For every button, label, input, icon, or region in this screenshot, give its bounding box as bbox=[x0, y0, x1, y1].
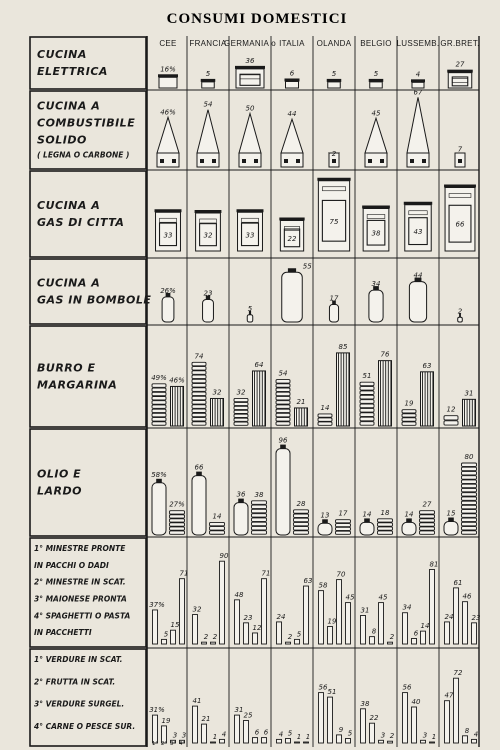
data-label: 34 bbox=[402, 603, 412, 612]
gas-bottle-icon bbox=[329, 301, 338, 322]
data-label: 32 bbox=[192, 605, 202, 614]
vegetable-can-bar bbox=[445, 701, 450, 743]
country-header: BELGIO bbox=[360, 39, 392, 48]
coal-stove-icon bbox=[455, 153, 465, 167]
pasta-bar bbox=[388, 642, 393, 644]
frozen-vegetable-bar bbox=[211, 742, 216, 743]
data-label: 12 bbox=[446, 405, 456, 414]
row-label: SOLIDO bbox=[37, 133, 87, 147]
electric-stove-icon bbox=[285, 78, 300, 88]
data-label: 1 bbox=[431, 733, 437, 742]
data-label: 28 bbox=[296, 499, 306, 508]
butter-stack bbox=[444, 416, 458, 425]
data-label: 96 bbox=[278, 436, 288, 445]
data-label: 5 bbox=[373, 69, 379, 78]
data-label: 63 bbox=[303, 577, 313, 586]
data-label: 24 bbox=[276, 612, 286, 621]
frozen-meat-bar bbox=[346, 739, 351, 744]
butter-stack bbox=[276, 380, 290, 426]
butter-stack bbox=[152, 384, 166, 425]
gas-stove-icon bbox=[362, 206, 390, 252]
frozen-vegetable-bar bbox=[463, 736, 468, 743]
data-label: 19 bbox=[161, 716, 171, 725]
data-label: 2 bbox=[287, 633, 293, 642]
data-label: 6 bbox=[289, 69, 295, 78]
frozen-meat-bar bbox=[304, 742, 309, 743]
coal-stove-icon bbox=[365, 118, 387, 167]
frozen-meat-bar bbox=[430, 742, 435, 743]
series-tick-label: 4° bbox=[178, 741, 186, 747]
oil-bottle bbox=[152, 479, 166, 535]
country-header: GERMANIA o bbox=[224, 39, 276, 48]
pasta-bar bbox=[220, 561, 225, 644]
data-label: 14 bbox=[320, 403, 330, 412]
pasta-bar bbox=[430, 569, 435, 644]
data-label: 17 bbox=[329, 294, 339, 303]
data-label: 46 bbox=[462, 592, 472, 601]
data-label: 15 bbox=[170, 621, 180, 630]
data-label: 23 bbox=[471, 613, 481, 622]
data-label: 21 bbox=[201, 715, 211, 724]
oil-bottle bbox=[318, 519, 332, 535]
soup-packet-bar bbox=[153, 610, 158, 644]
data-label: 6 bbox=[254, 728, 260, 737]
data-label: 5 bbox=[205, 69, 211, 78]
soup-can-bar bbox=[162, 639, 167, 644]
frozen-vegetable-bar bbox=[337, 735, 342, 743]
vegetable-can-bar bbox=[361, 709, 366, 743]
row-label: CUCINA bbox=[37, 48, 87, 61]
electric-stove-icon bbox=[411, 79, 425, 88]
margarine-bar bbox=[421, 372, 434, 426]
data-label: 71 bbox=[179, 569, 189, 578]
fruit-can-bar bbox=[202, 724, 207, 743]
fruit-can-bar bbox=[454, 678, 459, 743]
data-label: 51 bbox=[327, 688, 337, 697]
data-label: 19 bbox=[404, 399, 414, 408]
butter-stack bbox=[318, 414, 332, 425]
mayonnaise-bar bbox=[295, 639, 300, 644]
data-label: 45 bbox=[371, 109, 381, 118]
data-label: 5 bbox=[287, 729, 293, 738]
data-label: 7 bbox=[457, 145, 463, 154]
frozen-meat-bar bbox=[472, 739, 477, 743]
series-tick-label: 3° bbox=[169, 741, 177, 747]
data-label: 14 bbox=[420, 622, 430, 631]
legend-entry: 2° FRUTTA IN SCAT. bbox=[34, 677, 116, 687]
gas-stove-icon bbox=[317, 178, 350, 251]
legend-entry: 3° MAIONESE PRONTA bbox=[34, 594, 127, 604]
vegetable-can-bar bbox=[235, 715, 240, 743]
soup-can-bar bbox=[244, 623, 249, 644]
frozen-vegetable-bar bbox=[379, 740, 384, 743]
data-label: 16% bbox=[160, 65, 176, 74]
legend-entry: IN PACCHETTI bbox=[34, 628, 92, 638]
butter-stack bbox=[360, 382, 374, 425]
row-sublabel: ( LEGNA O CARBONE ) bbox=[37, 150, 130, 160]
fruit-can-bar bbox=[286, 739, 291, 744]
data-label: 38 bbox=[371, 229, 381, 238]
data-label: 32 bbox=[212, 388, 222, 397]
data-label: 63 bbox=[422, 361, 432, 370]
chart-marks bbox=[149, 57, 480, 747]
fruit-can-bar bbox=[328, 697, 333, 743]
data-label: 15 bbox=[446, 509, 456, 518]
data-label: 66 bbox=[194, 463, 204, 472]
data-label: 32 bbox=[203, 231, 213, 240]
data-label: 24 bbox=[444, 612, 454, 621]
data-label: 5 bbox=[163, 630, 169, 639]
lard-stack bbox=[420, 511, 435, 535]
soup-packet-bar bbox=[319, 591, 324, 644]
row-label: BURRO E bbox=[37, 361, 96, 375]
butter-stack bbox=[402, 410, 416, 426]
data-label: 72 bbox=[453, 669, 463, 678]
row-label: ELETTRICA bbox=[37, 65, 108, 78]
fruit-can-bar bbox=[244, 721, 249, 744]
data-label: 81 bbox=[429, 560, 439, 569]
data-label: 76 bbox=[380, 350, 390, 359]
soup-can-bar bbox=[370, 637, 375, 644]
data-label: 33 bbox=[245, 231, 255, 240]
electric-stove-icon bbox=[327, 79, 342, 88]
data-label: 70 bbox=[336, 570, 346, 579]
data-label: 23 bbox=[243, 613, 253, 622]
row-label-box bbox=[30, 429, 146, 536]
coal-stove-icon bbox=[197, 110, 219, 167]
data-label: 33 bbox=[163, 231, 173, 240]
margarine-bar bbox=[379, 361, 392, 426]
oil-bottle bbox=[444, 518, 458, 536]
data-label: 51 bbox=[362, 372, 372, 381]
data-label: 12 bbox=[252, 623, 262, 632]
data-label: 46% bbox=[160, 108, 176, 117]
row-label: CUCINA A bbox=[37, 276, 101, 290]
data-label: 31 bbox=[464, 389, 474, 398]
frozen-meat-bar bbox=[388, 741, 393, 743]
data-label: 34 bbox=[371, 280, 381, 289]
soup-can-bar bbox=[454, 588, 459, 644]
country-header: GR.BRET. bbox=[440, 39, 480, 48]
data-label: 48 bbox=[234, 590, 244, 599]
lard-stack bbox=[462, 463, 477, 534]
row-label: CUCINA A bbox=[37, 99, 101, 113]
row-label: COMBUSTIBILE bbox=[37, 116, 136, 130]
data-label: 4 bbox=[415, 70, 421, 79]
mayonnaise-bar bbox=[463, 602, 468, 644]
row-label: MARGARINA bbox=[37, 378, 118, 392]
data-label: 14 bbox=[212, 512, 222, 521]
data-label: 90 bbox=[219, 552, 229, 561]
vegetable-can-bar bbox=[193, 706, 198, 743]
data-label: 2 bbox=[389, 732, 395, 741]
series-tick-label: 1° bbox=[151, 741, 159, 747]
coal-stove-icon bbox=[407, 97, 429, 167]
legend-entry: 1° VERDURE IN SCAT. bbox=[34, 655, 123, 664]
data-label: 6 bbox=[263, 728, 269, 737]
margarine-bar bbox=[295, 408, 308, 426]
data-label: 43 bbox=[413, 228, 423, 237]
data-label: 31% bbox=[149, 706, 165, 715]
oil-bottle bbox=[360, 518, 374, 535]
row-label: GAS IN BOMBOLE bbox=[37, 293, 152, 307]
lard-stack bbox=[336, 520, 351, 535]
gas-stove-icon bbox=[237, 209, 264, 251]
gas-bottle-icon bbox=[369, 286, 383, 322]
soup-packet-bar bbox=[193, 615, 198, 644]
gas-stove-icon bbox=[195, 210, 222, 251]
data-label: 44 bbox=[413, 271, 423, 280]
vegetable-can-bar bbox=[153, 715, 158, 743]
legend-entry: 4° CARNE O PESCE SUR. bbox=[34, 721, 136, 731]
electric-stove-icon bbox=[158, 74, 178, 88]
data-label: 56 bbox=[318, 683, 328, 692]
row-label-box bbox=[30, 37, 146, 89]
frozen-vegetable-bar bbox=[253, 738, 258, 743]
data-label: 50 bbox=[245, 104, 255, 113]
row-label-box bbox=[30, 326, 146, 427]
data-label: 3 bbox=[181, 731, 187, 740]
margarine-bar bbox=[337, 353, 350, 426]
lard-stack bbox=[170, 511, 185, 535]
data-label: 3 bbox=[172, 731, 178, 740]
mayonnaise-bar bbox=[253, 633, 258, 644]
data-label: 5 bbox=[247, 304, 253, 313]
data-label: 2 bbox=[203, 633, 209, 642]
data-label: 1 bbox=[305, 733, 311, 742]
data-label: 67 bbox=[413, 88, 423, 97]
fruit-can-bar bbox=[370, 723, 375, 743]
gas-bottle-icon bbox=[409, 278, 426, 322]
lard-stack bbox=[252, 501, 267, 534]
margarine-bar bbox=[171, 386, 184, 426]
data-label: 41 bbox=[192, 697, 202, 706]
country-header: CEE bbox=[159, 39, 177, 48]
data-label: 2 bbox=[389, 633, 395, 642]
coal-stove-icon bbox=[157, 117, 179, 167]
data-label: 27 bbox=[422, 500, 432, 509]
data-label: 9 bbox=[338, 725, 344, 734]
coal-stove-icon bbox=[239, 114, 261, 168]
frozen-vegetable-bar bbox=[421, 740, 426, 743]
row-label: CUCINA A bbox=[37, 199, 101, 212]
data-label: 3 bbox=[380, 731, 386, 740]
electric-stove-icon bbox=[201, 79, 216, 88]
frozen-meat-bar bbox=[262, 738, 267, 743]
data-label: 17 bbox=[338, 509, 348, 518]
pasta-bar bbox=[180, 579, 185, 644]
legend-entry: 2° MINESTRE IN SCAT. bbox=[34, 577, 126, 587]
data-label: 64 bbox=[254, 360, 264, 369]
gas-bottle-icon bbox=[162, 293, 174, 322]
data-label: 54 bbox=[203, 100, 213, 109]
data-label: 8 bbox=[464, 726, 470, 735]
butter-stack bbox=[192, 362, 206, 425]
mayonnaise-bar bbox=[337, 580, 342, 644]
vegetable-can-bar bbox=[403, 693, 408, 743]
legend-entry: 3° VERDURE SURGEL. bbox=[34, 699, 125, 709]
data-label: 37% bbox=[149, 600, 165, 609]
data-label: 23 bbox=[203, 289, 213, 298]
data-label: 74 bbox=[194, 352, 204, 361]
data-label: 22 bbox=[287, 234, 297, 243]
gas-stove-icon bbox=[404, 202, 432, 251]
data-label: 71 bbox=[261, 569, 271, 578]
data-label: 66 bbox=[455, 220, 465, 229]
oil-bottle bbox=[192, 472, 206, 535]
data-label: 58 bbox=[318, 581, 328, 590]
mayonnaise-bar bbox=[171, 630, 176, 644]
vegetable-can-bar bbox=[319, 693, 324, 743]
data-label: 27% bbox=[169, 500, 185, 509]
soup-can-bar bbox=[202, 642, 207, 644]
data-label: 4 bbox=[278, 730, 284, 739]
data-label: 36 bbox=[245, 56, 255, 65]
data-label: 80 bbox=[464, 453, 474, 461]
data-label: 2 bbox=[457, 307, 463, 316]
data-label: 40 bbox=[411, 698, 421, 706]
electric-stove-icon bbox=[447, 70, 473, 88]
data-label: 58% bbox=[151, 470, 167, 479]
legend-entry: IN PACCHI O DADI bbox=[34, 560, 109, 570]
data-label: 46% bbox=[169, 376, 185, 385]
data-label: 54 bbox=[278, 369, 288, 378]
pasta-bar bbox=[472, 623, 477, 644]
chart-title: CONSUMI DOMESTICI bbox=[166, 11, 348, 27]
lard-stack bbox=[294, 510, 309, 534]
margarine-bar bbox=[253, 371, 266, 426]
data-label: 26% bbox=[160, 286, 176, 295]
oil-bottle bbox=[276, 445, 290, 535]
soup-can-bar bbox=[328, 627, 333, 644]
frozen-meat-bar bbox=[220, 739, 225, 743]
data-label: 18 bbox=[380, 508, 390, 517]
pasta-bar bbox=[304, 586, 309, 644]
data-label: 49% bbox=[151, 373, 167, 382]
gas-stove-icon bbox=[444, 185, 476, 252]
data-label: 56 bbox=[402, 683, 412, 692]
soup-packet-bar bbox=[235, 600, 240, 644]
data-label: 61 bbox=[453, 578, 463, 587]
pasta-bar bbox=[346, 603, 351, 644]
gas-bottle-icon bbox=[203, 295, 214, 322]
mayonnaise-bar bbox=[379, 603, 384, 644]
data-label: 21 bbox=[296, 397, 306, 406]
oil-bottle bbox=[234, 499, 248, 535]
data-label: 31 bbox=[360, 606, 370, 615]
data-label: 22 bbox=[369, 714, 379, 723]
electric-stove-icon bbox=[369, 79, 384, 88]
data-label: 31 bbox=[234, 706, 244, 715]
butter-stack bbox=[234, 398, 248, 425]
soup-packet-bar bbox=[403, 613, 408, 644]
soup-packet-bar bbox=[445, 622, 450, 644]
data-label: 27 bbox=[455, 60, 465, 69]
lard-stack bbox=[210, 522, 225, 534]
data-label: 14 bbox=[362, 510, 372, 519]
data-label: 1 bbox=[296, 733, 302, 742]
data-label: 1 bbox=[212, 733, 218, 742]
gas-stove-icon bbox=[155, 209, 182, 251]
soup-can-bar bbox=[412, 638, 417, 644]
data-label: 32 bbox=[236, 388, 246, 397]
data-label: 38 bbox=[360, 699, 370, 708]
data-label: 5 bbox=[331, 69, 337, 78]
data-label: 38 bbox=[254, 490, 264, 499]
mayonnaise-bar bbox=[421, 631, 426, 644]
row-label: LARDO bbox=[37, 484, 82, 498]
country-header: FRANCIA bbox=[189, 39, 227, 48]
margarine-bar bbox=[463, 399, 476, 426]
pasta-bar bbox=[262, 579, 267, 644]
data-label: 2 bbox=[331, 150, 337, 159]
data-label: 25 bbox=[243, 711, 253, 720]
gas-bottle-icon bbox=[282, 268, 303, 322]
margarine-bar bbox=[211, 398, 224, 426]
data-label: 5 bbox=[296, 630, 302, 639]
row-label-box bbox=[30, 171, 146, 257]
data-label: 55 bbox=[302, 262, 312, 271]
data-label: 4 bbox=[221, 730, 227, 739]
oil-bottle bbox=[402, 518, 416, 535]
row-label: OLIO E bbox=[37, 467, 82, 481]
country-header: OLANDA bbox=[316, 39, 352, 48]
data-label: 45 bbox=[378, 593, 388, 602]
frozen-vegetable-bar bbox=[295, 742, 300, 743]
data-label: 19 bbox=[327, 617, 337, 626]
coal-stove-icon bbox=[281, 119, 303, 167]
soup-can-bar bbox=[286, 642, 291, 644]
data-label: 14 bbox=[404, 510, 414, 519]
country-header: LUSSEMB. bbox=[396, 39, 440, 48]
mayonnaise-bar bbox=[211, 642, 216, 644]
series-tick-label: 2° bbox=[160, 741, 168, 747]
data-label: 4 bbox=[473, 730, 479, 739]
vegetable-can-bar bbox=[277, 739, 282, 743]
data-label: 44 bbox=[287, 110, 297, 119]
row-label: GAS DI CITTA bbox=[37, 216, 125, 229]
fruit-can-bar bbox=[412, 707, 417, 743]
data-label: 36 bbox=[236, 490, 246, 499]
data-label: 8 bbox=[371, 627, 377, 636]
legend-entry: 1° MINESTRE PRONTE bbox=[34, 544, 126, 553]
data-label: 6 bbox=[413, 629, 419, 638]
soup-packet-bar bbox=[361, 615, 366, 644]
data-label: 45 bbox=[345, 593, 355, 602]
country-header: ITALIA bbox=[279, 39, 305, 48]
lard-stack bbox=[378, 519, 393, 534]
data-label: 13 bbox=[320, 511, 330, 520]
data-label: 3 bbox=[422, 731, 428, 740]
data-label: 47 bbox=[444, 691, 454, 700]
row-label-box bbox=[30, 259, 146, 324]
legend-entry: 4° SPAGHETTI O PASTA bbox=[34, 611, 131, 621]
data-label: 85 bbox=[338, 342, 348, 351]
electric-stove-icon bbox=[235, 66, 265, 88]
data-label: 5 bbox=[347, 729, 353, 738]
soup-packet-bar bbox=[277, 622, 282, 644]
data-label: 75 bbox=[329, 217, 339, 226]
data-label: 2 bbox=[212, 633, 218, 642]
